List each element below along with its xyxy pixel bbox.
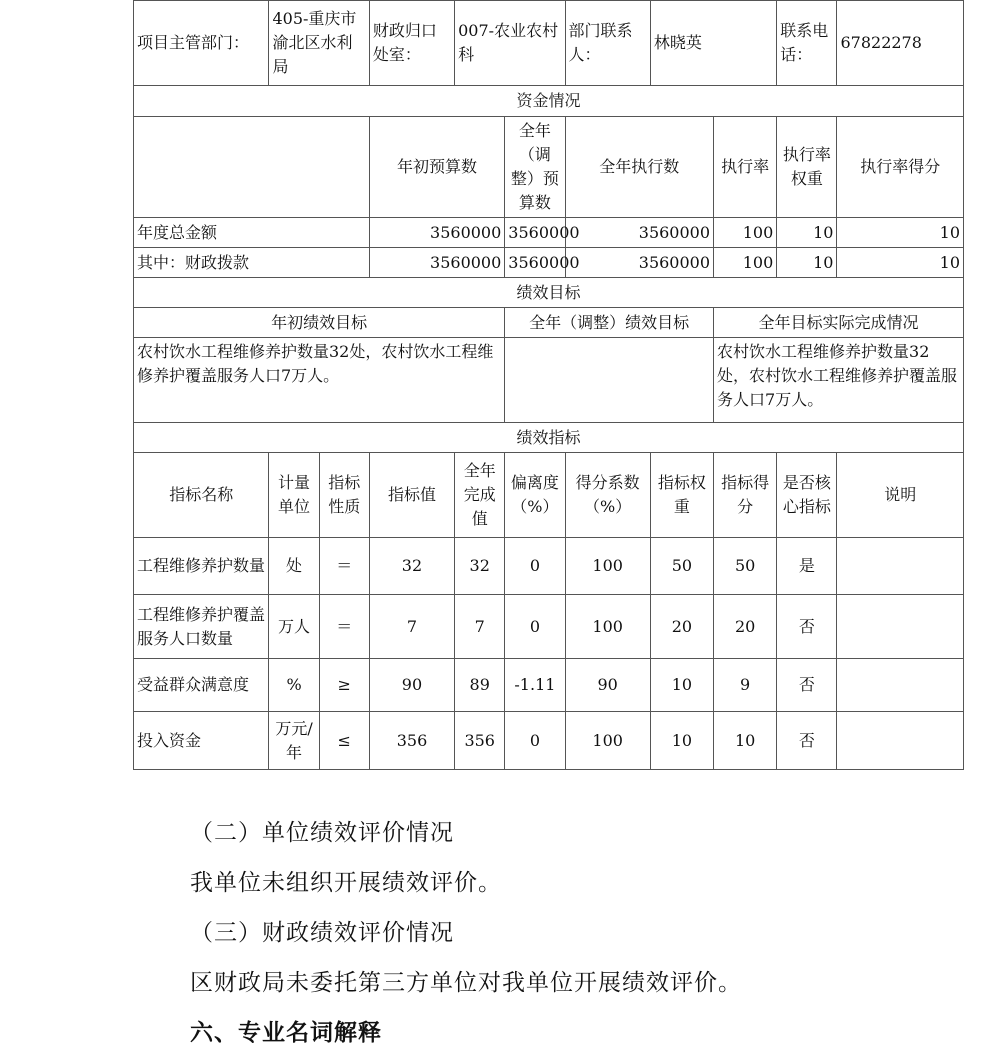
- ind-deviation: 0: [505, 712, 565, 770]
- goals-initial-text: 农村饮水工程维修养护数量32处，农村饮水工程维修养护覆盖服务人口7万人。: [134, 338, 505, 423]
- funds-value: 3560000: [369, 218, 504, 248]
- ind-core: 否: [777, 712, 837, 770]
- section-heading-finance-evaluation: （三）财政绩效评价情况: [190, 920, 454, 946]
- table-row: [134, 595, 964, 659]
- ind-coef: 100: [565, 595, 650, 659]
- ind-coef: 100: [565, 712, 650, 770]
- funds-value: 3560000: [505, 218, 565, 248]
- funds-corner-cell: [134, 117, 370, 218]
- ind-unit: 万元/年: [269, 712, 319, 770]
- ind-col-header: 指标值: [369, 453, 454, 538]
- ind-actual: 356: [455, 712, 505, 770]
- paragraph-unit-evaluation: 我单位未组织开展绩效评价。: [190, 870, 502, 896]
- funds-col-executed: 全年执行数: [565, 117, 714, 218]
- ind-actual: 89: [455, 659, 505, 712]
- ind-nature: ＝: [319, 538, 369, 595]
- funds-section-title: 资金情况: [134, 86, 964, 117]
- ind-col-header: 全年完成值: [455, 453, 505, 538]
- funds-value: 10: [777, 248, 837, 278]
- ind-note: [837, 595, 964, 659]
- ind-core: 否: [777, 659, 837, 712]
- ind-nature: ≥: [319, 659, 369, 712]
- ind-target: 7: [369, 595, 454, 659]
- header-row: [134, 1, 964, 86]
- funds-col-adjusted: 全年（调整）预算数: [505, 117, 565, 218]
- ind-deviation: 0: [505, 538, 565, 595]
- ind-col-header: 指标权重: [650, 453, 713, 538]
- ind-note: [837, 538, 964, 595]
- funds-value: 100: [714, 248, 777, 278]
- funds-col-score: 执行率得分: [837, 117, 964, 218]
- goals-adjusted-text: [505, 338, 714, 423]
- ind-note: [837, 712, 964, 770]
- ind-name: 受益群众满意度: [134, 659, 269, 712]
- table-row: [134, 712, 964, 770]
- goals-col-actual: 全年目标实际完成情况: [714, 308, 964, 338]
- ind-col-header: 得分系数（%）: [565, 453, 650, 538]
- funds-col-rate: 执行率: [714, 117, 777, 218]
- ind-col-header: 指标得分: [714, 453, 777, 538]
- table-row: [134, 659, 964, 712]
- finance-label: 财政归口处室：: [369, 1, 454, 86]
- paragraph-finance-evaluation: 区财政局未委托第三方单位对我单位开展绩效评价。: [190, 970, 742, 996]
- goals-col-adjusted: 全年（调整）绩效目标: [505, 308, 714, 338]
- ind-nature: ＝: [319, 595, 369, 659]
- ind-score: 20: [714, 595, 777, 659]
- funds-row-label: 其中：财政拨款: [134, 248, 370, 278]
- goals-section-title: 绩效目标: [134, 278, 964, 308]
- ind-col-header: 偏离度（%）: [505, 453, 565, 538]
- funds-value: 10: [837, 218, 964, 248]
- ind-coef: 100: [565, 538, 650, 595]
- ind-weight: 20: [650, 595, 713, 659]
- ind-name: 投入资金: [134, 712, 269, 770]
- funds-value: 3560000: [369, 248, 504, 278]
- funds-value: 10: [837, 248, 964, 278]
- contact-value: 林晓英: [650, 1, 776, 86]
- indicators-header-row: [134, 453, 964, 538]
- table-row: [134, 538, 964, 595]
- contact-label: 部门联系人：: [565, 1, 650, 86]
- funds-value: 100: [714, 218, 777, 248]
- ind-note: [837, 659, 964, 712]
- ind-name: 工程维修养护覆盖服务人口数量: [134, 595, 269, 659]
- funds-value: 3560000: [505, 248, 565, 278]
- ind-col-header: 说明: [837, 453, 964, 538]
- ind-weight: 10: [650, 659, 713, 712]
- phone-label: 联系电话：: [777, 1, 837, 86]
- ind-actual: 32: [455, 538, 505, 595]
- ind-score: 50: [714, 538, 777, 595]
- ind-target: 356: [369, 712, 454, 770]
- goals-header-row: [134, 308, 964, 338]
- ind-score: 9: [714, 659, 777, 712]
- ind-score: 10: [714, 712, 777, 770]
- ind-deviation: 0: [505, 595, 565, 659]
- ind-col-header: 计量单位: [269, 453, 319, 538]
- ind-core: 是: [777, 538, 837, 595]
- funds-row-total: [134, 218, 964, 248]
- funds-value: 3560000: [565, 218, 714, 248]
- ind-name: 工程维修养护数量: [134, 538, 269, 595]
- funds-col-initial: 年初预算数: [369, 117, 504, 218]
- funds-value: 3560000: [565, 248, 714, 278]
- funds-row-label: 年度总金额: [134, 218, 370, 248]
- ind-deviation: -1.11: [505, 659, 565, 712]
- dept-label: 项目主管部门：: [134, 1, 269, 86]
- dept-value: 405-重庆市渝北区水利局: [269, 1, 369, 86]
- ind-nature: ≤: [319, 712, 369, 770]
- ind-weight: 10: [650, 712, 713, 770]
- performance-table: [133, 0, 964, 770]
- ind-unit: 处: [269, 538, 319, 595]
- ind-core: 否: [777, 595, 837, 659]
- funds-row-fiscal: [134, 248, 964, 278]
- ind-weight: 50: [650, 538, 713, 595]
- ind-target: 32: [369, 538, 454, 595]
- phone-value: 67822278: [837, 1, 964, 86]
- section-heading-unit-evaluation: （二）单位绩效评价情况: [190, 820, 454, 846]
- funds-col-weight: 执行率权重: [777, 117, 837, 218]
- ind-actual: 7: [455, 595, 505, 659]
- goals-actual-text: 农村饮水工程维修养护数量32处，农村饮水工程维修养护覆盖服务人口7万人。: [714, 338, 964, 423]
- goals-col-initial: 年初绩效目标: [134, 308, 505, 338]
- finance-value: 007-农业农村科: [455, 1, 565, 86]
- funds-value: 10: [777, 218, 837, 248]
- ind-unit: %: [269, 659, 319, 712]
- ind-col-header: 指标名称: [134, 453, 269, 538]
- section-heading-glossary: 六、专业名词解释: [190, 1020, 382, 1046]
- ind-coef: 90: [565, 659, 650, 712]
- ind-col-header: 是否核心指标: [777, 453, 837, 538]
- ind-col-header: 指标性质: [319, 453, 369, 538]
- indicators-section-title: 绩效指标: [134, 423, 964, 453]
- ind-target: 90: [369, 659, 454, 712]
- ind-unit: 万人: [269, 595, 319, 659]
- funds-header-row: [134, 117, 964, 218]
- goals-content-row: [134, 338, 964, 423]
